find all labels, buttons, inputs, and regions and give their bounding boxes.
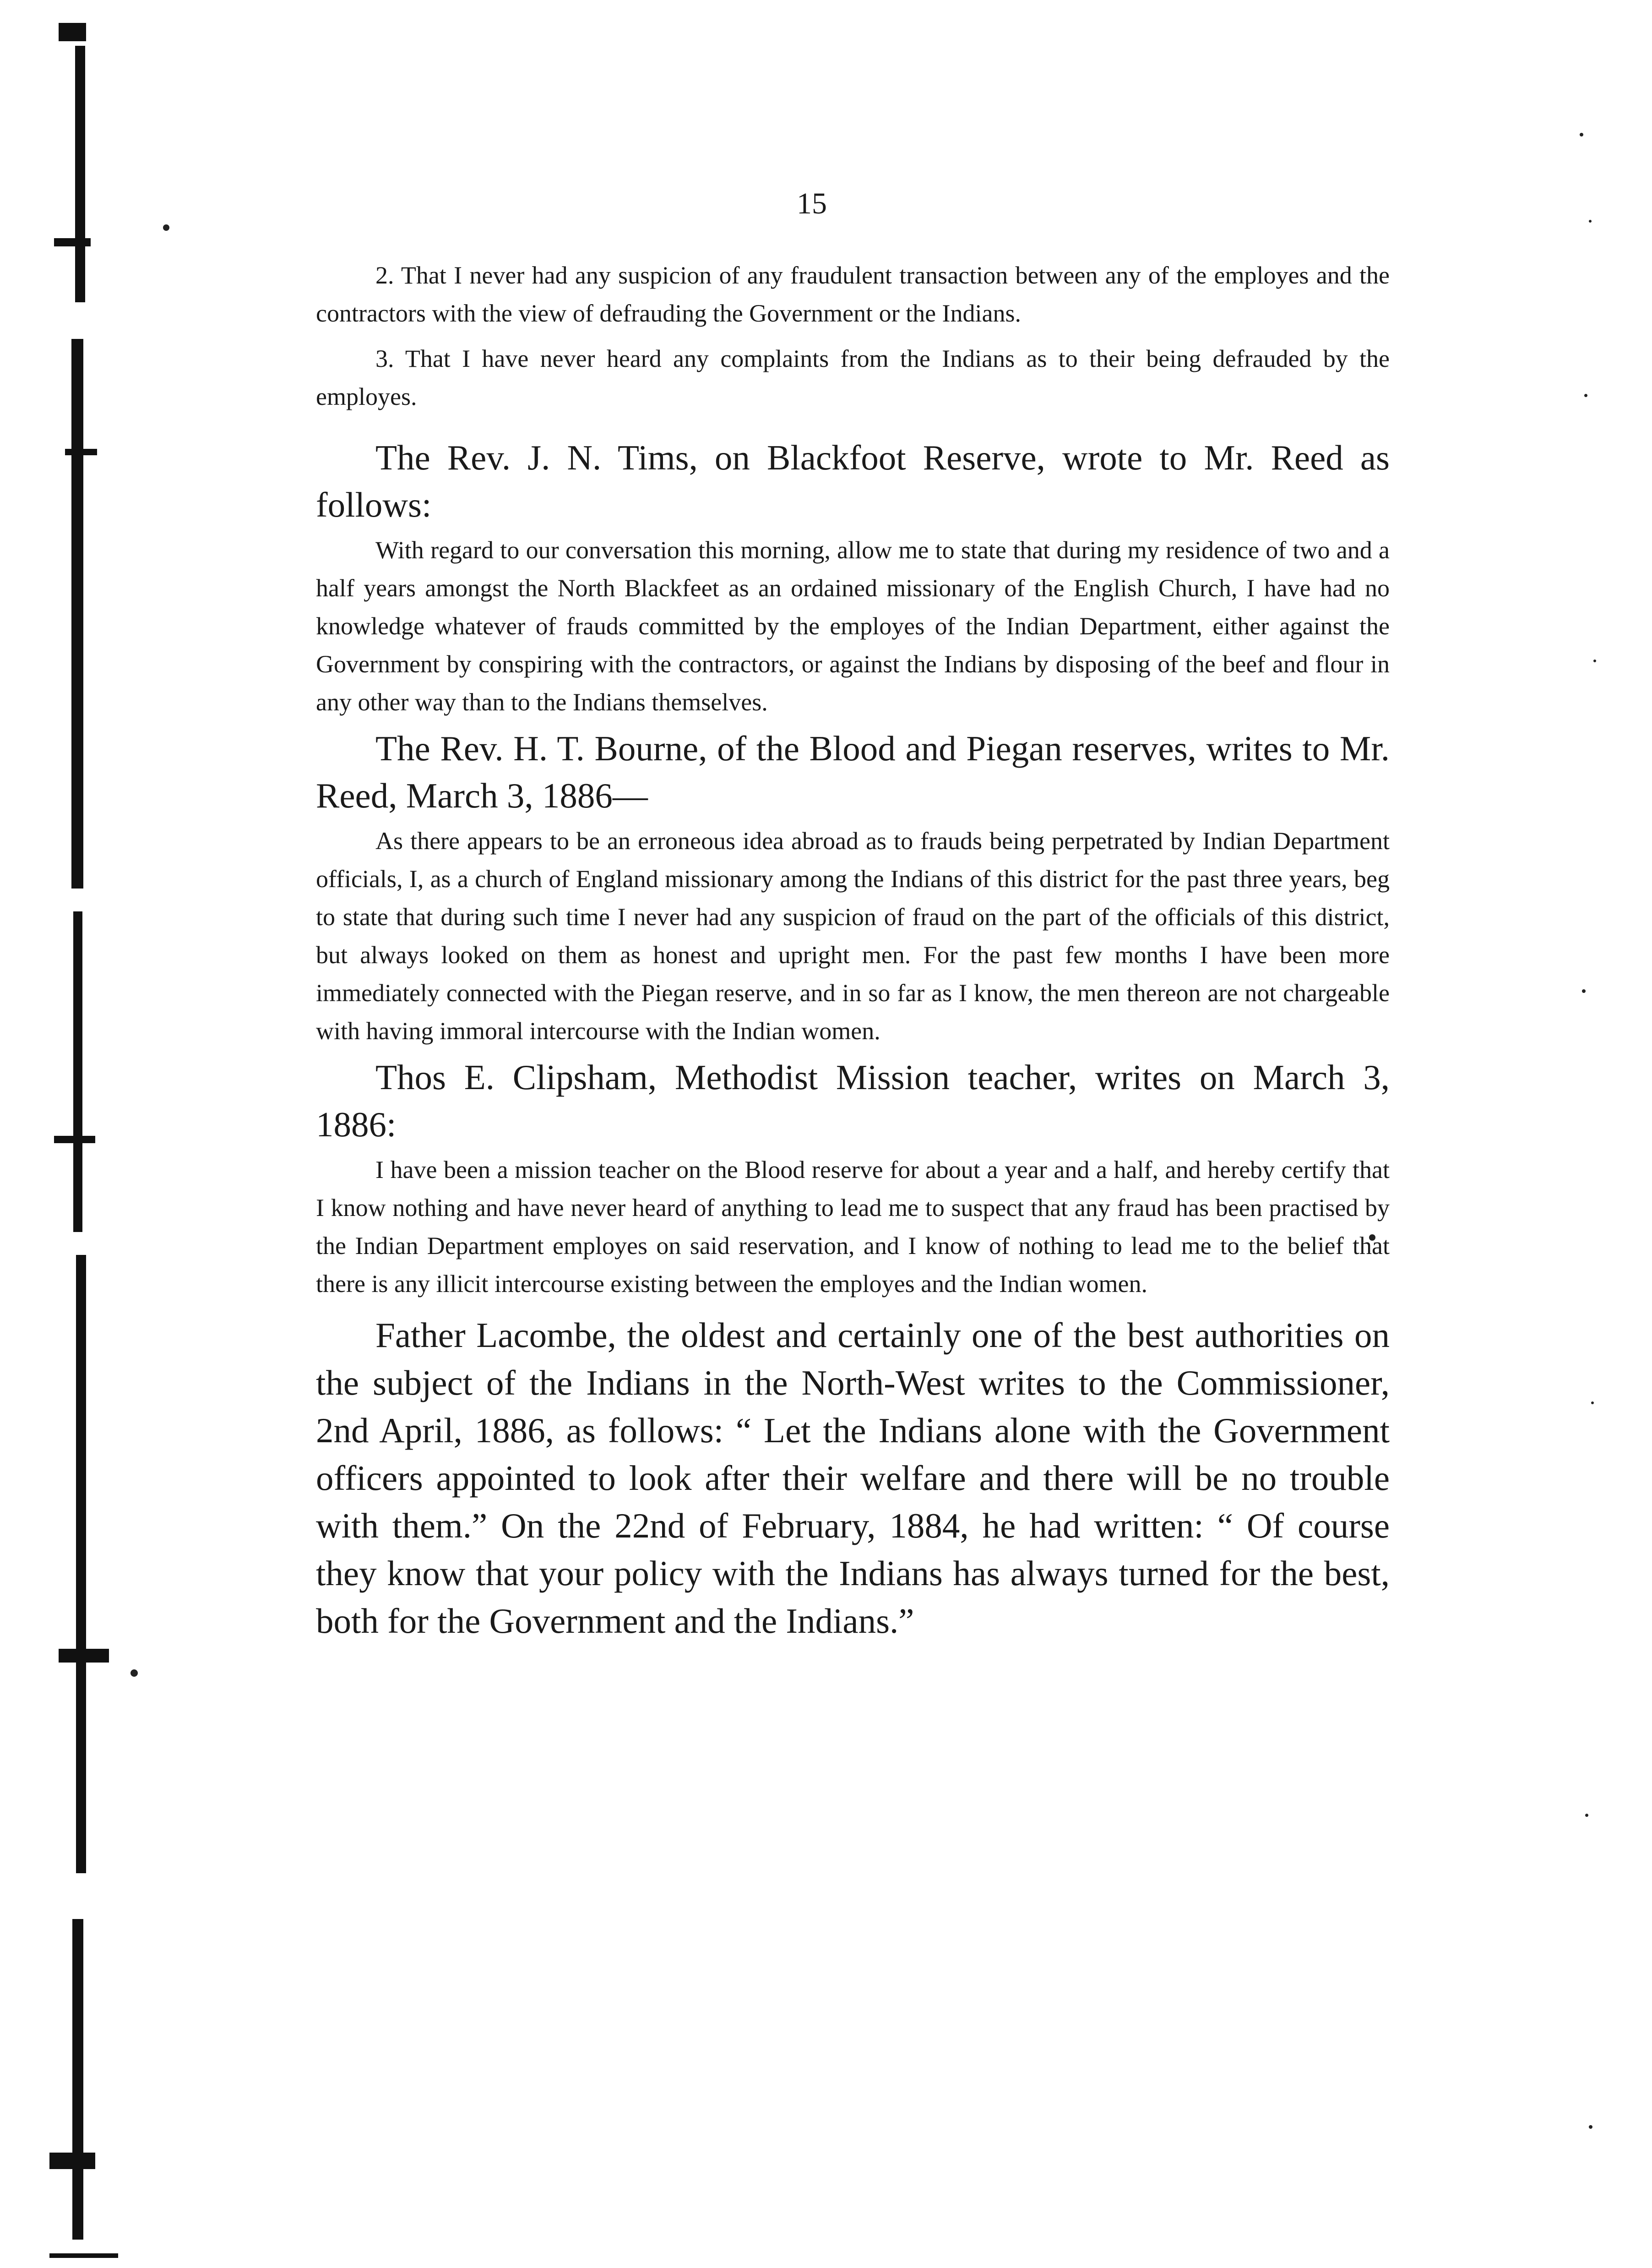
bourne-letter-paragraph: As there appears to be an erroneous idea abroad as to frauds being perpetrated by Indian Department officials, I, as a church of England missionary among the Indians of this district for the past three years, beg to state that during such time I never had any suspicion of fraud on the part of the officials of this district, but always looked on them as honest and upright men. For the past few months I have been more immediately connected with the Piegan reserve, and in so far as I know, the men thereon are not chargeable with having immoral intercourse with the Indian women.	[316, 827, 1390, 1045]
tims-letter-paragraph: With regard to our conversation this morning, allow me to state that during my residence of two and a half years amongst the North Blackfeet as an ordained missionary of the English Church, I have had no knowledge whatever of frauds committed by the employes of the Indian Department, either against the Government by conspiring with the contractors, or against the Indians by disposing of the beef and flour in any other way than to the Indians themselves.	[316, 536, 1390, 716]
page-number: 15	[797, 187, 827, 220]
item-3-paragraph: 3. That I have never heard any complaints from the Indians as to their being defrauded by the employes.	[316, 345, 1390, 410]
tims-intro-paragraph: The Rev. J. N. Tims, on Blackfoot Reserve, wrote to Mr. Reed as follows:	[316, 438, 1390, 524]
clipsham-intro-paragraph: Thos E. Clipsham, Methodist Mission teacher, writes on March 3, 1886:	[316, 1058, 1390, 1144]
ink-speck	[130, 1669, 138, 1677]
clipsham-letter-paragraph: I have been a mission teacher on the Blood reserve for about a year and a half, and hereby certify that I know nothing and have never heard of anything to lead me to suspect that any fraud has been practised by the Indian Department employes on said reservation, and I know of nothing to lead me to the belief that there is any illicit intercourse existing between the employes and the Indian women.	[316, 1156, 1390, 1298]
bourne-intro-paragraph: The Rev. H. T. Bourne, of the Blood and Piegan reserves, writes to Mr. Reed, March 3, 1886—	[316, 729, 1390, 815]
binding-edge	[68, 18, 123, 2258]
ink-speck	[163, 224, 169, 231]
page-body	[316, 188, 1390, 1645]
right-edge-noise	[1575, 119, 1607, 2157]
item-2-paragraph: 2. That I never had any suspicion of any fraudulent transaction between any of the employes and the contractors with the view of defrauding the Government or the Indians.	[316, 262, 1390, 327]
lacombe-paragraph: Father Lacombe, the oldest and certainly one of the best authorities on the subject of the Indians in the North-West writes to the Commissioner, 2nd April, 1886, as follows: “ Let the Indians alone with the Government officers appointed to look after their welfare and there will be no trouble with them.” On the 22nd of February, 1884, he had written: “ Of course they know that your policy with the Indians has always turned for the best, both for the Government and the Indians.”	[316, 1315, 1390, 1641]
